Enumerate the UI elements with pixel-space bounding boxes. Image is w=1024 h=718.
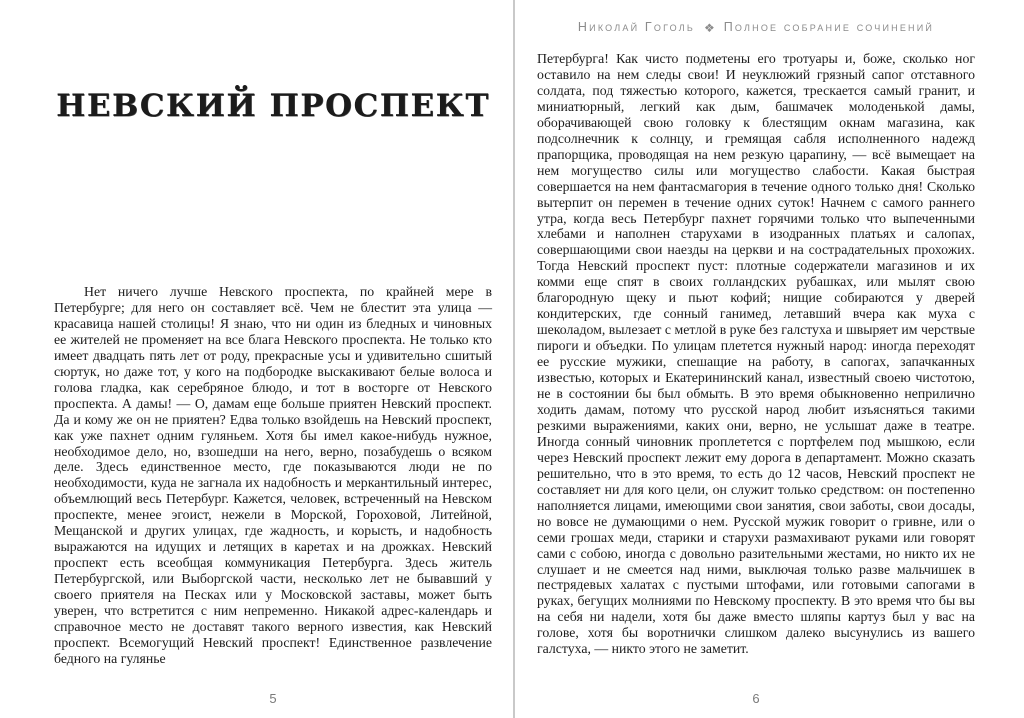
page-number-right: 6 <box>752 691 760 706</box>
page-divider <box>513 0 515 718</box>
running-header <box>537 20 975 34</box>
running-header-author: Николай Гоголь <box>577 20 695 34</box>
body-text-right: Петербурга! Как чисто подметены его тротуары и, боже, сколько ног оставило на нем следы свои! И неуклюжий грязный сапог отставного солдата, под тяжестью которого, кажется, трескается самый гранит, и миниатюрный, легкий как дым, башмачек молоденькой дамы, оборачивающей свою головку к блестящим окнам магазина, как подсолнечник к солнцу, и гремящая сабля исполненного надежд прапорщика, проводящая на нем резкую царапину, — всё вымещает на нем могущество силы или могущество слабости. Какая быстрая совершается на нем фантасмагория в течение одного только дня! Сколько вытерпит он перемен в течение одних суток! Начнем с самого раннего утра, когда весь Петербург пахнет горячими только что выпеченными хлебами и наполнен старухами в изодранных платьях и салопах, совершающими свои наезды на церкви и на сострадательных прохожих. Тогда Невский проспект пуст: плотные содержатели магазинов и их комми еще спят в своих голландских рубашках, или мылят свою благородную щеку и пьют кофий; нищие собираются у дверей кондитерских, где сонный ганимед, летавший вчера как муха с шеколадом, вылезает с метлой в руке без галстуха и швыряет им черствые пироги и объедки. По улицам плетется нужный народ: иногда переходят ее русские мужики, спешащие на работу, в сапогах, запачканных известью, которых и Екатерининский канал, известный своею чистотою, не в состоянии бы был обмыть. В это время обыкновенно неприлично ходить дамам, потому что русской народ любит изъясняться такими резкими выражениями, каких они, верно, не услышат даже в театре. Иногда сонный чиновник проплетется с портфелем под мышкою, если через Невский проспект лежит ему дорога в департамент. Можно сказать решительно, что в это время, то есть до 12 часов, Невский проспект не составляет ни для кого цели, он служит только средством: он постепенно наполняется лицами, имеющими свои занятия, свои заботы, свои досады, но вовсе не думающими о нем. Русской мужик говорит о гривне, или о семи грошах меди, старики и старухи размахивают руками или говорят сами с собою, иногда с довольно разительными жестами, но никто их не слушает и не смеется над ними, выключая только разве мальчишек в пестрядевых халатах с пустыми штофами, или готовыми сапогами в руках, бегущих молниями по Невскому проспекту. В это время что бы вы на себя ни надели, хотя бы даже вместо шляпы картуз был у вас на голове, хотя бы воротнички слишком далеко высунулись из вашего галстуха, — никто этого не заметит. <box>537 51 975 657</box>
diamond-ornament-icon: ❖ <box>703 21 715 35</box>
page-right <box>537 0 975 718</box>
page-left <box>54 0 492 718</box>
body-text-left: Нет ничего лучше Невского проспекта, по крайней мере в Петербурге; для него он составляет всё. Чем не блестит эта улица — красавица нашей столицы! Я знаю, что ни один из бледных и чиновных ее жителей не променяет на все блага Невского проспекта. Не только кто имеет двадцать пять лет от роду, прекрасные усы и удивительно сшитый сюртук, но даже тот, у кого на подбородке выскакивают белые волоса и голова гладка, как серебряное блюдо, и тот в восторге от Невского проспекта. А дамы! — О, дамам еще больше приятен Невский проспект. Да и кому же он не приятен? Едва только взойдешь на Невский проспект, как уже пахнет одним гуляньем. Хотя бы имел какое-нибудь нужное, необходимое дело, но, взошедши на него, верно, позабудешь о всяком деле. Здесь единственное место, где показываются люди не по необходимости, куда не загнала их надобность и меркантильный интерес, объемлющий весь Петербург. Кажется, человек, встреченный на Невском проспекте, менее эгоист, нежели в Морской, Гороховой, Литейной, Мещанской и других улицах, где жадность, и корысть, и надобность выражаются на идущих и летящих в каретах и на дрожках. Невский проспект есть всеобщая коммуникация Петербурга. Здесь житель Петербургской, или Выборгской части, несколько лет не бывавший у своего приятеля на Песках или у Московской заставы, может быть уверен, что встретится с ним непременно. Никакой адрес-календарь и справочное место не доставят такого верного известия, как Невский проспект. Всемогущий Невский проспект! Единственное развлечение бедного на гулянье <box>54 284 492 666</box>
page-number-left: 5 <box>269 691 277 706</box>
running-header-collection: Полное собрание сочинений <box>723 20 935 34</box>
chapter-title: НЕВСКИЙ ПРОСПЕКТ <box>56 88 490 124</box>
